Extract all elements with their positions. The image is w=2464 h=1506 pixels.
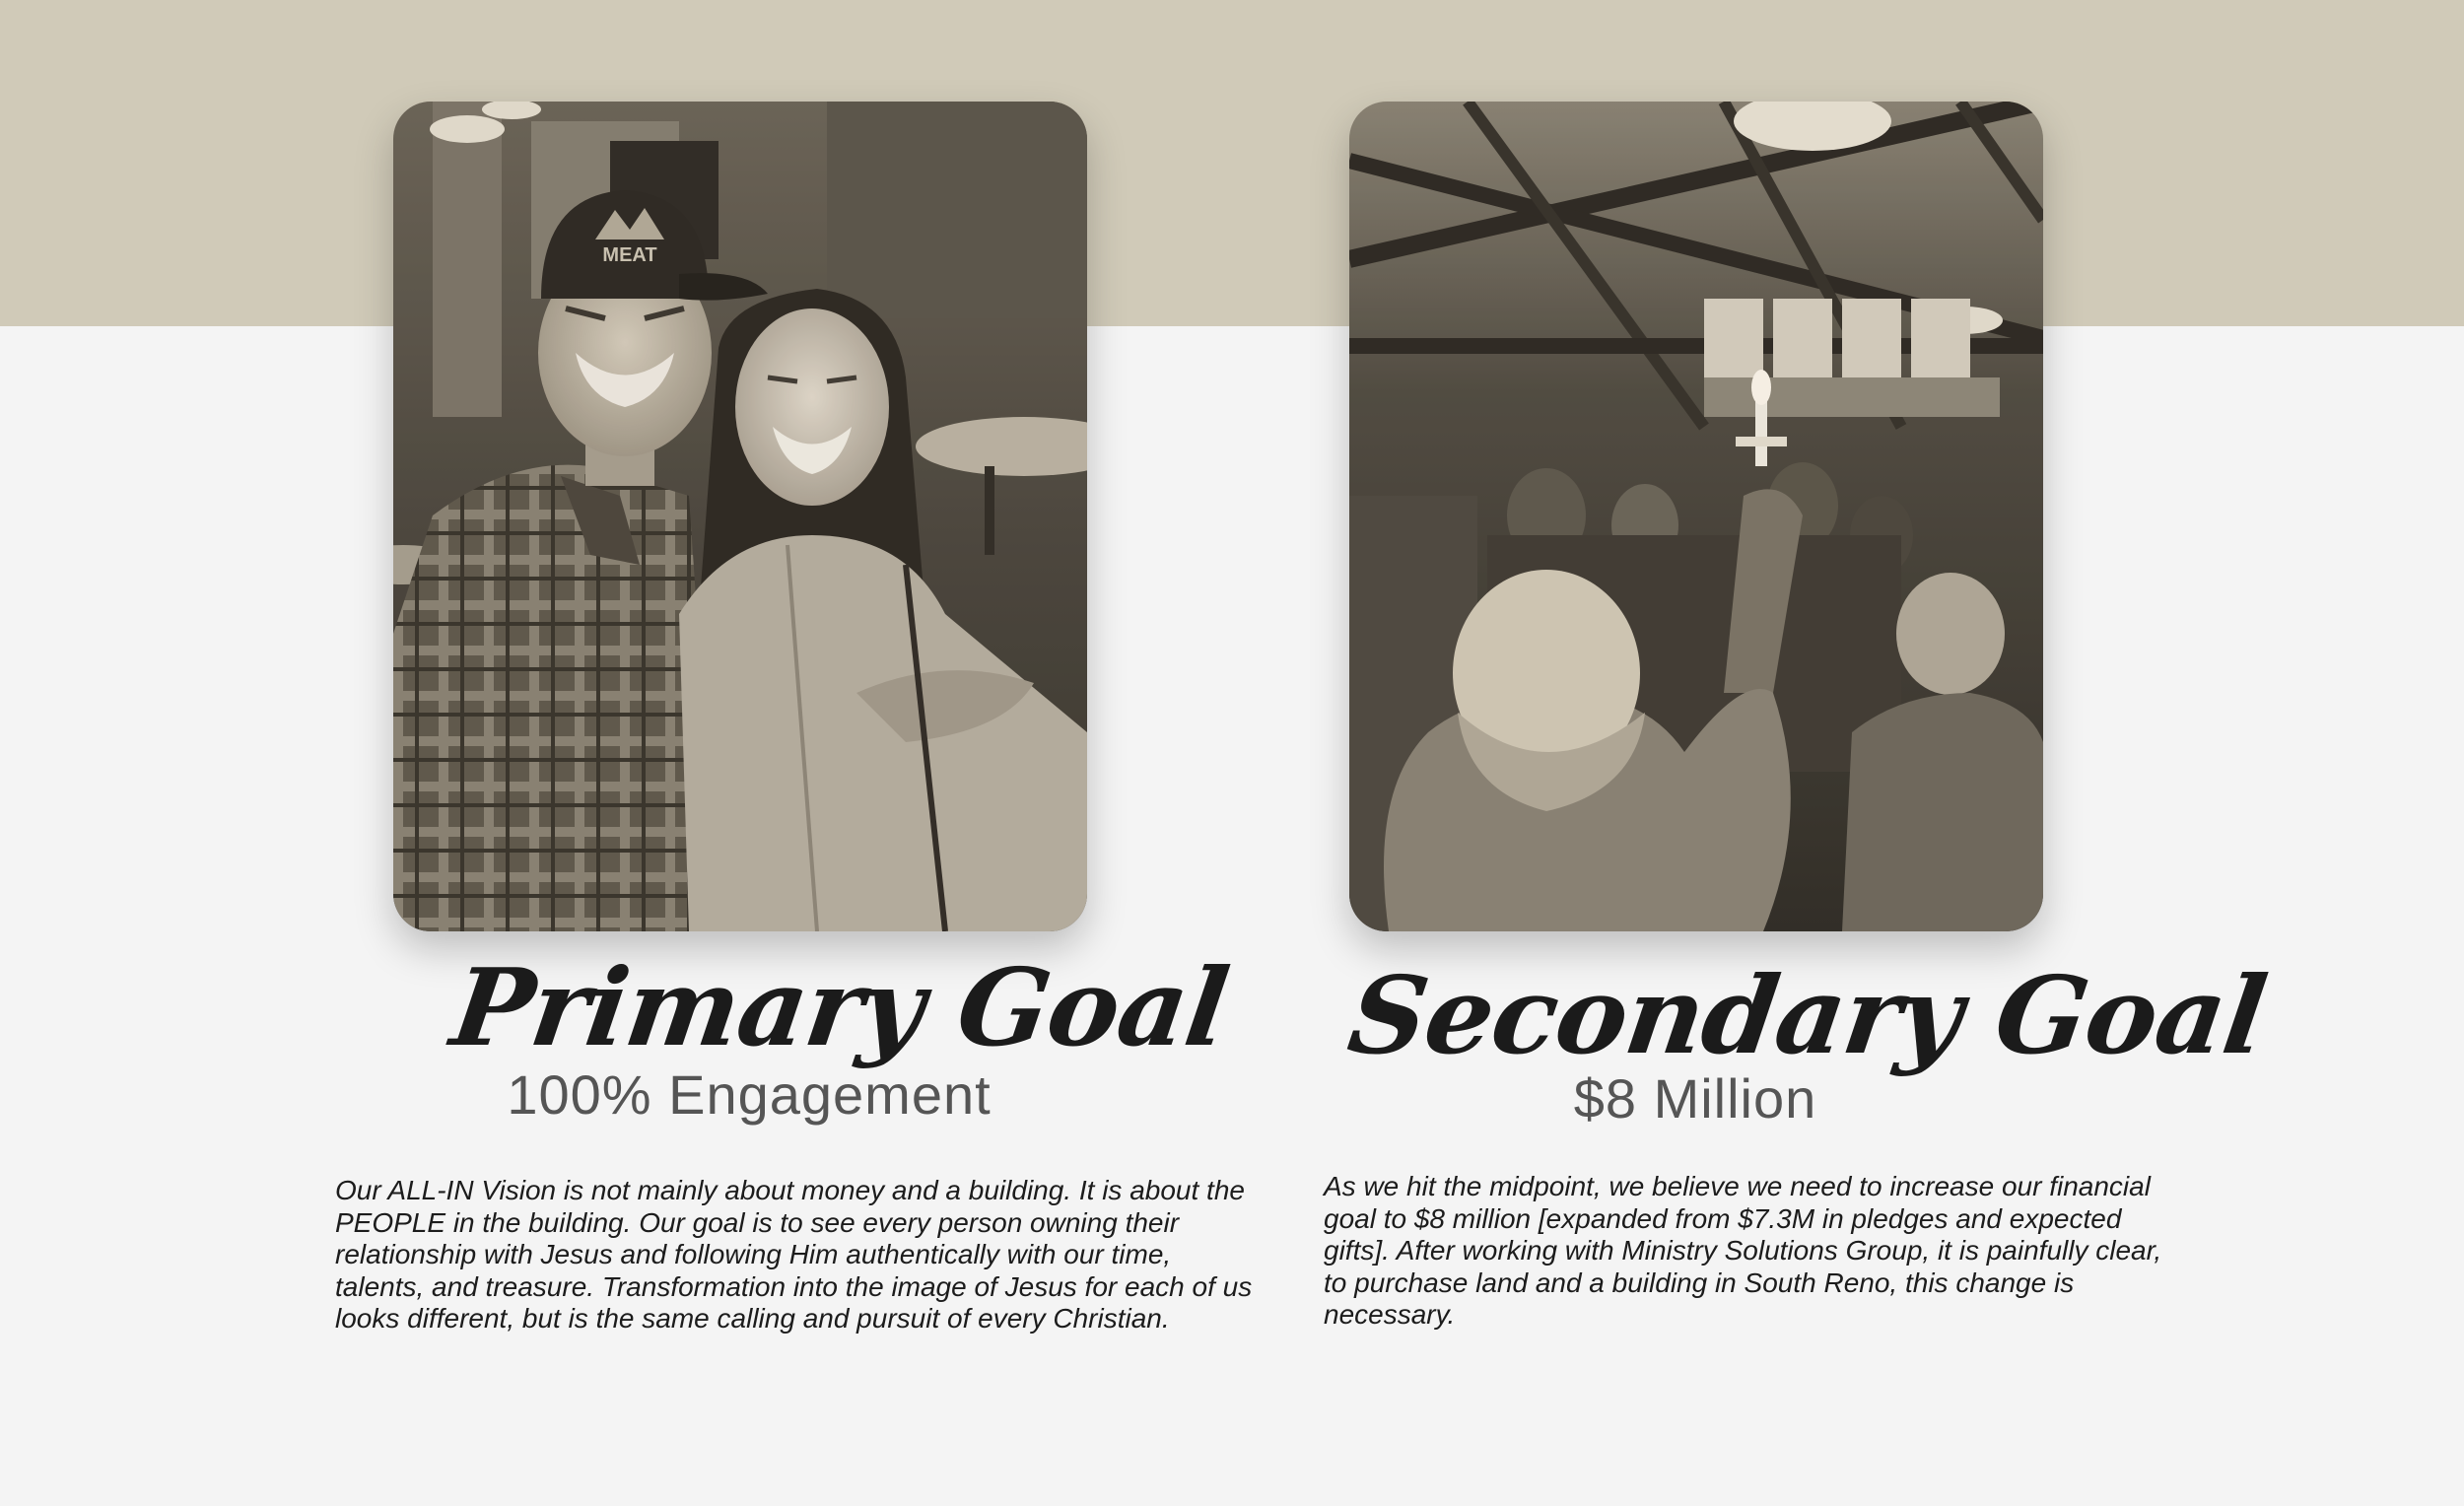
primary-goal-title: Primary Goal — [445, 946, 1235, 1070]
congregation-photo-illustration — [1349, 102, 2043, 931]
top-band — [0, 0, 2464, 326]
primary-goal-description: Our ALL-IN Vision is not mainly about money and a building. It is about the PEOPLE in the building. Our goal is to see every person owning their relationship with Jesus and following Him authentically with our time, talents, and treasure. Transformation into the image of Jesus for each of us looks different, but is the same calling and pursuit of every Christian. — [335, 1175, 1253, 1334]
secondary-goal-subtitle: $8 Million — [1573, 1067, 1817, 1130]
primary-goal-subtitle: 100% Engagement — [507, 1063, 992, 1126]
secondary-goal-title: Secondary Goal — [1341, 954, 2273, 1078]
couple-photo — [393, 102, 1087, 931]
secondary-goal-description: As we hit the midpoint, we believe we need to increase our financial goal to $8 million [expanded from $7.3M in pledges and expected gifts]. After working with Ministry Solutions Group, it is painfully clear, to purchase land and a building in South Reno, this change is necessary. — [1324, 1171, 2162, 1330]
couple-photo-illustration — [393, 102, 1087, 931]
congregation-photo — [1349, 102, 2043, 931]
cap-logo-text: MEAT — [602, 244, 657, 266]
